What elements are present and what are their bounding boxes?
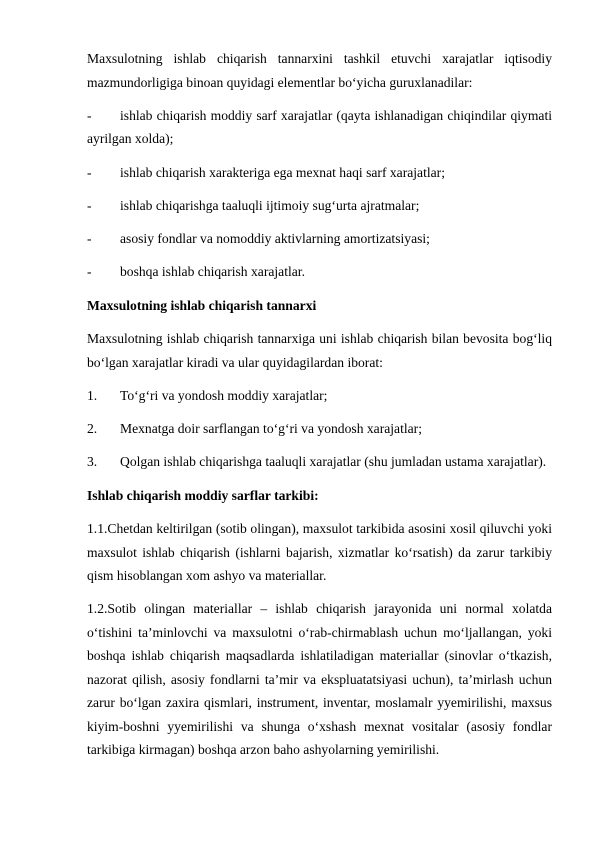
list-item-text: Qolgan ishlab chiqarishga taaluqli xarajatlar (shu jumladan ustama xarajatlar). <box>120 454 547 470</box>
cost-price-paragraph: Maxsulotning ishlab chiqarish tannarxiga uni ishlab chiqarish bilan bevosita bog‘liq bo‘lgan xarajatlar kiradi va ular quyidagilardan iborat: <box>87 331 552 370</box>
list-item-text: ishlab chiqarish moddiy sarf xarajatlar (qayta ishlanadigan chiqindilar qiymati ayrilgan xolda); <box>87 107 552 147</box>
numbered-item-1 <box>87 384 552 408</box>
list-item-text: Mexnatga doir sarflangan to‘g‘ri va yondosh xarajatlar; <box>120 421 422 437</box>
list-number: 1. <box>87 387 98 403</box>
document-page <box>87 47 552 772</box>
list-item-text: boshqa ishlab chiqarish xarajatlar. <box>120 264 305 280</box>
list-item-text: ishlab chiqarishga taaluqli ijtimoiy sug‘urta ajratmalar; <box>120 197 420 213</box>
list-item-labor-costs <box>87 161 552 185</box>
section-heading-cost-price: Maxsulotning ishlab chiqarish tannarxi <box>87 297 317 313</box>
intro-paragraph: Maxsulotning ishlab chiqarish tannarxini tashkil etuvchi xarajatlar iqtisodiy mazmundorligiga binoan quyidagi elementlar bo‘yicha guruxlanadilar: <box>87 51 552 90</box>
raw-materials-paragraph: 1.1.Chetdan keltirilgan (sotib olingan), maxsulot tarkibida asosini xosil qiluvchi yoki maxsulot ishlab chiqarish (ishlarni bajarish, xizmatlar ko‘rsatish) da zarur tarkibiy qism hisoblangan xom ashyo va materiallar. <box>87 521 552 584</box>
list-item-text: ishlab chiqarish xarakteriga ega mexnat haqi sarf xarajatlar; <box>120 164 445 180</box>
list-marker: - <box>87 197 92 213</box>
list-marker: - <box>87 264 92 280</box>
list-item-other-costs <box>87 260 552 284</box>
list-marker: - <box>87 231 92 247</box>
list-item-amortization <box>87 227 552 251</box>
list-number: 2. <box>87 421 98 437</box>
list-item-text: asosiy fondlar va nomoddiy aktivlarning amortizatsiyasi; <box>120 231 430 247</box>
list-item-text: To‘g‘ri va yondosh moddiy xarajatlar; <box>120 387 328 403</box>
list-item-social-insurance <box>87 194 552 218</box>
section-heading-material-costs: Ishlab chiqarish moddiy sarflar tarkibi: <box>87 487 319 503</box>
purchased-materials-paragraph: 1.2.Sotib olingan materiallar – ishlab chiqarish jarayonida uni normal xolatda o‘tishini ta’minlovchi va maxsulotni o‘rab-chirmablash uchun mo‘ljallangan, yoki boshqa ishlab chiqarish maqsadlarda ishlatiladigan materiallar (sinovlar o‘tkazish, nazorat qilish, asosiy fondlarni ta’mir va ekspluatatsiyasi uchun), ta’mirlash uchun zarur bo‘lgan zaxira qismlari, instrument, inventar, moslamalr yyemirilishi, maxsus kiyim-boshni yyemirilishi va shunga o‘xshash mexnat vositalar (asosiy fondlar tarkibiga kirmagan) boshqa arzon baho ashyolarning yemirilishi. <box>87 601 552 758</box>
numbered-item-2 <box>87 417 552 441</box>
numbered-item-3 <box>87 450 552 474</box>
list-marker: - <box>87 107 92 123</box>
list-number: 3. <box>87 454 98 470</box>
list-item-material-costs <box>87 104 552 151</box>
list-marker: - <box>87 164 92 180</box>
